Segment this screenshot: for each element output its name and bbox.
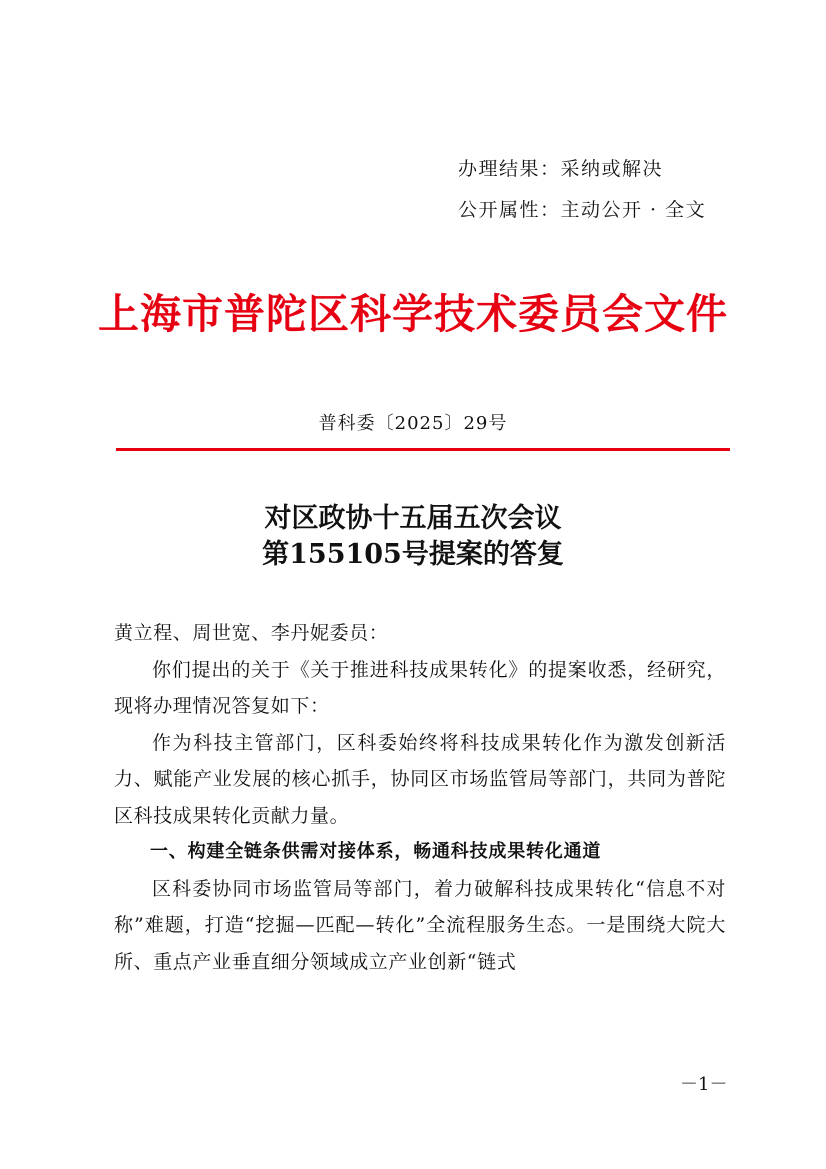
document-body — [114, 615, 726, 980]
section-heading-1: 一、构建全链条供需对接体系，畅通科技成果转化通道 — [150, 841, 602, 862]
page-number: －1－ — [680, 1074, 728, 1095]
document-title-line-1: 对区政协十五届五次会议 — [264, 503, 562, 534]
salutation: 黄立程、周世宽、李丹妮委员： — [114, 622, 389, 644]
paragraph-2: 作为科技主管部门，区科委始终将科技成果转化作为激发创新活力、赋能产业发展的核心抓手，协同区市场监管局等部门，共同为普陀区科技成果转化贡献力量。 — [114, 731, 726, 827]
document-title-line-2: 第155105号提案的答复 — [262, 539, 564, 570]
red-divider-line — [116, 448, 730, 451]
paragraph-1: 你们提出的关于《关于推进科技成果转化》的提案收悉，经研究，现将办理情况答复如下： — [114, 658, 726, 717]
handling-result: 办理结果：采纳或解决 — [458, 158, 664, 180]
document-number: 普科委〔2025〕29号 — [318, 413, 508, 434]
paragraph-3: 区科委协同市场监管局等部门，着力破解科技成果转化“信息不对称”难题，打造“挖掘—匹配—转化”全流程服务生态。一是围绕大院大所、重点产业垂直细分领域成立产业创新“链式 — [114, 877, 726, 973]
disclosure-attribute: 公开属性：主动公开 · 全文 — [458, 199, 707, 221]
document-letterhead: 上海市普陀区科学技术委员会文件 — [98, 290, 728, 338]
